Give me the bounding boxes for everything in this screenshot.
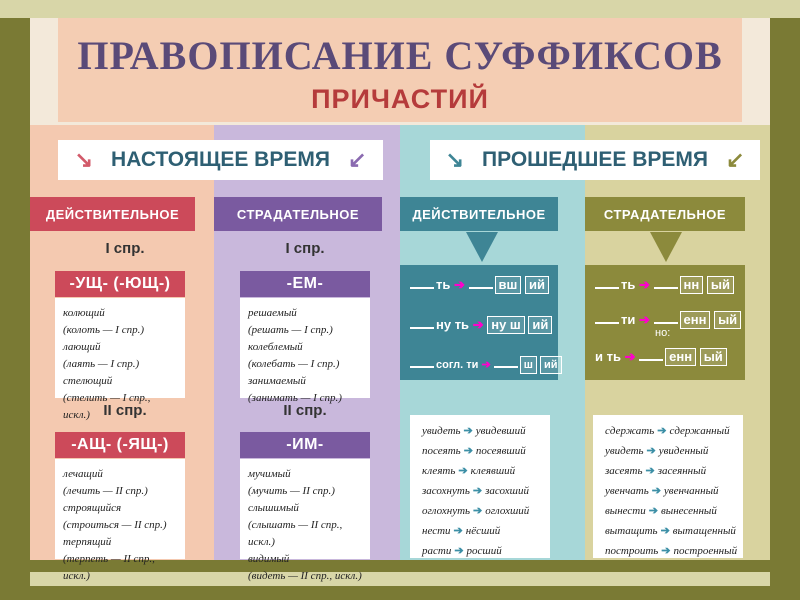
example-word: колющий <box>63 307 105 319</box>
present-active-suffix1: -УЩ- (-ЮЩ-) <box>55 271 185 297</box>
past-active-scheme-box <box>400 265 558 380</box>
scheme-suffix: ш <box>520 356 537 374</box>
scheme-left: ть <box>436 277 451 292</box>
past-active-arrow-icon <box>466 232 498 262</box>
example-note: (решать — I спр.) <box>248 324 333 336</box>
example-row: построить ➔ построенный <box>605 545 738 557</box>
frame-border-right <box>770 18 800 578</box>
example-row: увидеть ➔ увидевший <box>422 425 526 437</box>
tab-present-active: ДЕЙСТВИТЕЛЬНОЕ <box>30 197 195 231</box>
scheme-suffix: вш <box>495 276 522 294</box>
example-note: (лаять — I спр.) <box>63 358 140 370</box>
example-word: решаемый <box>248 307 297 319</box>
example-word: лающий <box>63 341 101 353</box>
example-word: стелющий <box>63 375 113 387</box>
past-active-examples <box>410 415 550 558</box>
scheme-left: согл. ти <box>436 359 479 371</box>
example-note: (колоть — I спр.) <box>63 324 144 336</box>
example-word: видимый <box>248 553 290 565</box>
scheme-left: ну ть <box>436 317 470 332</box>
arrow-right-icon: ➔ <box>472 485 483 497</box>
title-box <box>58 18 742 122</box>
scheme-left: ть <box>621 277 636 292</box>
scheme-ending: ый <box>714 311 741 329</box>
example-row: засеять ➔ засеянный <box>605 465 707 477</box>
present-passive-conj1: I спр. <box>285 240 325 257</box>
scheme-ending: ий <box>525 276 549 294</box>
present-passive-suffix2: -ИМ- <box>240 432 370 458</box>
past-tense-label: ПРОШЕДШЕЕ ВРЕМЯ <box>482 148 708 171</box>
arrow-right-icon: ➔ <box>638 277 650 292</box>
example-row: вытащить ➔ вытащенный <box>605 525 736 537</box>
arrow-down-left-icon: ↙ <box>725 147 745 172</box>
scheme-suffix: нн <box>680 276 704 294</box>
scheme-row <box>400 345 558 385</box>
arrow-down-right-icon: ↘ <box>74 147 94 172</box>
scheme-suffix: енн <box>665 348 696 366</box>
example-note: (слышать — II спр., искл.) <box>248 519 343 548</box>
arrow-right-icon: ➔ <box>624 349 636 364</box>
example-row: сдержать ➔ сдержанный <box>605 425 730 437</box>
example-note: (строиться — II спр.) <box>63 519 167 531</box>
arrow-right-icon: ➔ <box>657 425 667 437</box>
arrow-right-icon: ➔ <box>453 525 463 537</box>
arrow-down-right-icon: ↘ <box>445 147 465 172</box>
example-word: колеблемый <box>248 341 303 353</box>
page-title: ПРАВОПИСАНИЕ СУФФИКСОВ <box>77 33 723 78</box>
scheme-left: и ть <box>595 349 621 364</box>
example-row: увенчать ➔ увенчанный <box>605 485 719 497</box>
frame-stripe-top <box>0 0 800 18</box>
present-active-conj2: II спр. <box>103 402 147 419</box>
example-note: (колебать — I спр.) <box>248 358 340 370</box>
arrow-right-icon: ➔ <box>454 545 464 557</box>
tab-past-active: ДЕЙСТВИТЕЛЬНОЕ <box>400 197 558 231</box>
banner-present-tense <box>58 140 383 180</box>
arrow-right-icon: ➔ <box>481 359 491 371</box>
tab-present-passive: СТРАДАТЕЛЬНОЕ <box>214 197 382 231</box>
tab-past-passive: СТРАДАТЕЛЬНОЕ <box>585 197 745 231</box>
example-word: строящийся <box>63 502 122 514</box>
scheme-row <box>585 265 745 305</box>
example-word: лечащий <box>63 468 103 480</box>
example-row: оглохнуть ➔ оглохший <box>422 505 530 517</box>
page-subtitle: ПРИЧАСТИЙ <box>311 84 489 114</box>
example-row: вынести ➔ вынесенный <box>605 505 717 517</box>
past-passive-examples <box>593 415 743 558</box>
arrow-down-left-icon: ↙ <box>347 147 367 172</box>
example-word: слышимый <box>248 502 299 514</box>
arrow-right-icon: ➔ <box>661 545 671 557</box>
present-passive-conj2: II спр. <box>283 402 327 419</box>
scheme-row <box>400 305 558 345</box>
scheme-ending: ый <box>707 276 734 294</box>
arrow-right-icon: ➔ <box>463 445 473 457</box>
present-active-conj1: I спр. <box>105 240 145 257</box>
arrow-right-icon: ➔ <box>463 425 473 437</box>
example-word: терпящий <box>63 536 112 548</box>
arrow-right-icon: ➔ <box>453 277 465 292</box>
example-note: (видеть — II спр., искл.) <box>248 570 362 582</box>
example-word: занимаемый <box>248 375 306 387</box>
banner-past-tense <box>430 140 760 180</box>
scheme-suffix: енн <box>680 311 711 329</box>
example-note: (терпеть — II спр., искл.) <box>63 553 155 582</box>
present-passive-suffix1: -ЕМ- <box>240 271 370 297</box>
example-row: увидеть ➔ увиденный <box>605 445 709 457</box>
present-active-examples2 <box>55 459 185 582</box>
example-row: клеять ➔ клеявший <box>422 465 516 477</box>
example-row: засохнуть ➔ засохший <box>422 485 529 497</box>
scheme-note: но: <box>655 327 671 339</box>
scheme-row <box>400 265 558 305</box>
arrow-right-icon: ➔ <box>472 317 484 332</box>
arrow-right-icon: ➔ <box>638 312 650 327</box>
present-tense-label: НАСТОЯЩЕЕ ВРЕМЯ <box>111 148 330 171</box>
example-word: мучимый <box>248 468 291 480</box>
arrow-right-icon: ➔ <box>458 465 468 477</box>
present-active-suffix2: -АЩ- (-ЯЩ-) <box>55 432 185 458</box>
scheme-left: ти <box>621 312 636 327</box>
past-passive-scheme-box <box>585 265 745 380</box>
arrow-right-icon: ➔ <box>646 445 656 457</box>
arrow-right-icon: ➔ <box>473 505 483 517</box>
arrow-right-icon: ➔ <box>651 485 661 497</box>
arrow-right-icon: ➔ <box>660 525 670 537</box>
example-row: посеять ➔ посеявший <box>422 445 526 457</box>
scheme-ending: ий <box>528 316 552 334</box>
frame-border-left <box>0 18 30 578</box>
scheme-suffix: ну ш <box>487 316 525 334</box>
example-note: (мучить — II спр.) <box>248 485 335 497</box>
present-passive-examples1 <box>240 298 370 404</box>
scheme-row <box>585 337 727 377</box>
scheme-ending: ий <box>540 356 562 374</box>
present-passive-examples2 <box>240 459 370 582</box>
arrow-right-icon: ➔ <box>645 465 655 477</box>
scheme-ending: ый <box>700 348 727 366</box>
example-note: (стелить — I спр., искл.) <box>63 392 151 421</box>
example-note: (лечить — II спр.) <box>63 485 148 497</box>
example-note: (занимать — I спр.) <box>248 392 342 404</box>
example-row: расти ➔ росший <box>422 545 502 557</box>
arrow-right-icon: ➔ <box>648 505 658 517</box>
past-passive-arrow-icon <box>650 232 682 262</box>
example-row: нести ➔ нёсший <box>422 525 501 537</box>
